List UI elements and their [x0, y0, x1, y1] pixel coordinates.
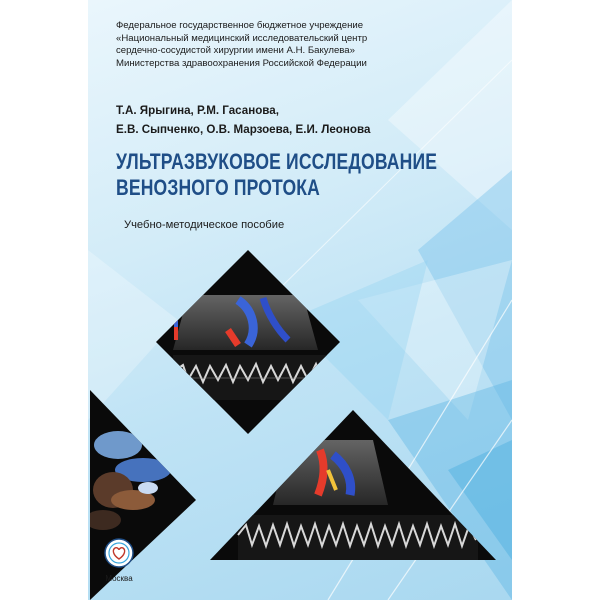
authors-block	[116, 101, 370, 139]
book-title	[116, 149, 437, 201]
institution-line: Федеральное государственное бюджетное учреждение	[116, 20, 364, 31]
institution-line: сердечно-сосудистой хирургии имени А.Н. Бакулева»	[116, 45, 355, 56]
institution-block	[116, 20, 496, 70]
authors-line: Е.В. Сыпченко, О.В. Марзоева, Е.И. Леонова	[116, 123, 371, 136]
heart-circle-logo-icon	[104, 538, 134, 568]
ultrasound-image-top	[148, 245, 348, 445]
institution-line: Министерства здравоохранения Российской Федерации	[116, 57, 367, 69]
book-title-line: ВЕНОЗНОГО ПРОТОКА	[116, 175, 320, 200]
authors-line: Т.А. Ярыгина, Р.М. Гасанова,	[116, 104, 279, 117]
institution-line: «Национальный медицинский исследовательский центр	[116, 32, 368, 44]
cover-artwork	[88, 0, 512, 600]
book-title-line: УЛЬТРАЗВУКОВОЕ ИССЛЕДОВАНИЕ	[116, 149, 438, 174]
book-subtitle: Учебно-методическое пособие	[124, 219, 285, 231]
book-cover	[88, 0, 512, 600]
publisher-city: Москва	[105, 574, 133, 583]
